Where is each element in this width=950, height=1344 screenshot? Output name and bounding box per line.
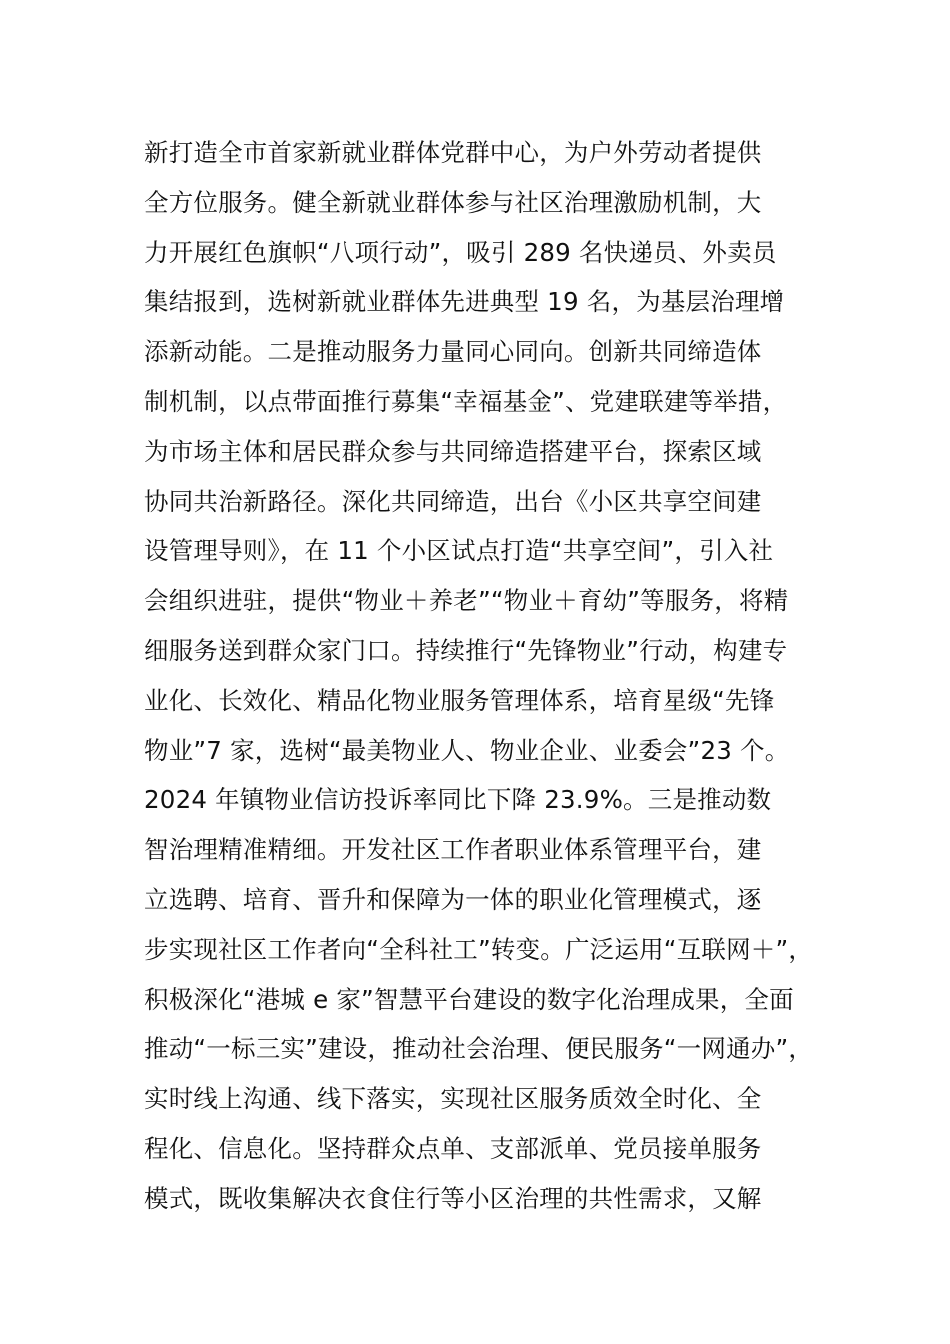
text-line: 模式，既收集解决衣食住行等小区治理的共性需求，又解 <box>144 1183 762 1213</box>
text-line: 实时线上沟通、线下落实，实现社区服务质效全时化、全 <box>144 1084 762 1114</box>
text-line: 制机制，以点带面推行募集“幸福基金”、党建联建等举措， <box>144 386 788 416</box>
text-line: 2024 年镇物业信访投诉率同比下降 23.9%。三是推动数 <box>144 785 772 815</box>
text-line: 细服务送到群众家门口。持续推行“先锋物业”行动，构建专 <box>144 635 788 665</box>
text-line: 物业”7 家，选树“最美物业人、物业企业、业委会”23 个。 <box>144 735 790 765</box>
text-line: 程化、信息化。坚持群众点单、支部派单、党员接单服务 <box>144 1133 762 1163</box>
body-text <box>144 128 844 1224</box>
text-line: 新打造全市首家新就业群体党群中心，为户外劳动者提供 <box>144 138 762 167</box>
text-line: 添新动能。二是推动服务力量同心同向。创新共同缔造体 <box>144 337 762 367</box>
text-line: 设管理导则》，在 11 个小区试点打造“共享空间”，引入社 <box>144 536 774 566</box>
text-line: 立选聘、培育、晋升和保障为一体的职业化管理模式，逐 <box>144 884 762 914</box>
text-line: 推动“一标三实”建设，推动社会治理、便民服务“一网通办”， <box>144 1034 814 1064</box>
text-line: 步实现社区工作者向“全科社工”转变。广泛运用“互联网＋”， <box>144 934 814 964</box>
text-line: 会组织进驻，提供“物业＋养老”“物业＋育幼”等服务，将精 <box>144 586 789 616</box>
text-line: 为市场主体和居民群众参与共同缔造搭建平台，探索区域 <box>144 436 762 466</box>
text-line: 力开展红色旗帜“八项行动”，吸引 289 名快递员、外卖员 <box>144 237 777 267</box>
text-line: 智治理精准精细。开发社区工作者职业体系管理平台，建 <box>144 835 762 865</box>
text-line: 集结报到，选树新就业群体先进典型 19 名，为基层治理增 <box>144 287 785 317</box>
text-line: 协同共治新路径。深化共同缔造，出台《小区共享空间建 <box>144 486 762 516</box>
text-line: 全方位服务。健全新就业群体参与社区治理激励机制，大 <box>144 187 762 217</box>
text-line: 积极深化“港城 e 家”智慧平台建设的数字化治理成果，全面 <box>144 984 794 1014</box>
text-line: 业化、长效化、精品化物业服务管理体系，培育星级“先锋 <box>144 685 775 715</box>
